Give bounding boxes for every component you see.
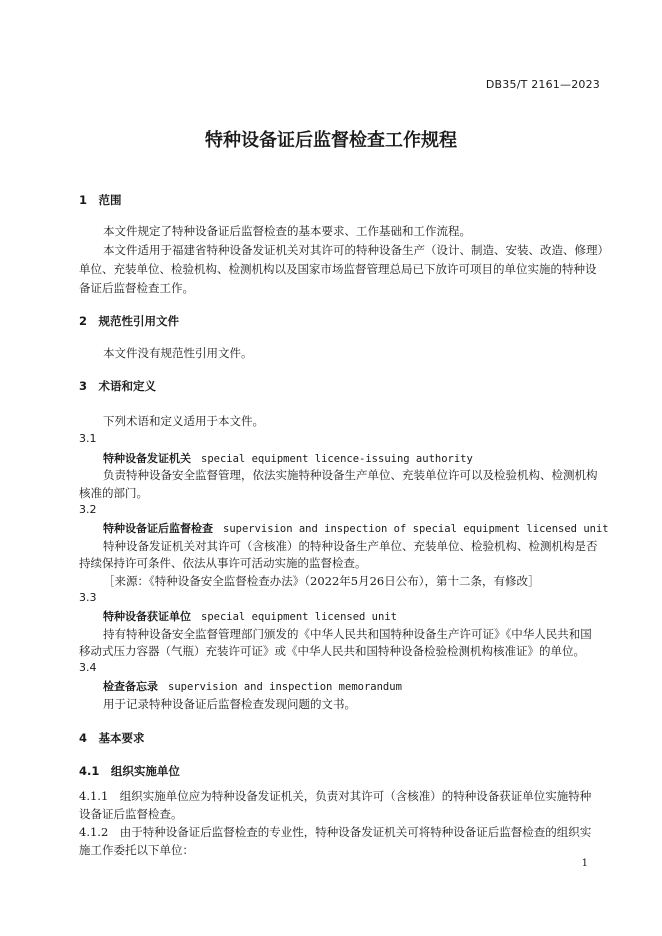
clause-4-1-1-line-2: 设备证后监督检查。 [79, 807, 183, 821]
section-1-paragraph-2-line-3: 备证后监督检查工作。 [79, 281, 194, 295]
term-3-1-definition-line-1: 负责特种设备安全监督管理，依法实施特种设备生产单位、充装单位许可以及检验机构、检测机构 [103, 468, 598, 482]
term-3-4-title [103, 678, 402, 694]
term-3-2-en: supervision and inspection of special equipment licensed unit [223, 523, 609, 535]
standard-number: DB35/T 2161—2023 [485, 78, 600, 91]
term-3-1-title [103, 450, 473, 466]
term-3-1-number: 3.1 [79, 432, 97, 445]
section-2-heading: 2 规范性引用文件 [79, 314, 180, 328]
page-number: 1 [581, 858, 588, 869]
term-3-1-cn: 特种设备发证机关 [103, 452, 191, 465]
term-3-3-en: special equipment licensed unit [201, 611, 397, 623]
term-3-2-title [103, 520, 609, 536]
section-1-paragraph-1: 本文件规定了特种设备证后监督检查的基本要求、工作基础和工作流程。 [103, 224, 471, 238]
section-1-paragraph-2-line-1: 本文件适用于福建省特种设备发证机关对其许可的特种设备生产（设计、制造、安装、改造、修理） [103, 243, 609, 257]
term-3-3-number: 3.3 [79, 591, 97, 604]
clause-4-1-2-line-2: 施工作委托以下单位： [79, 843, 194, 857]
term-3-3-definition-line-1: 持有特种设备安全监督管理部门颁发的《中华人民共和国特种设备生产许可证》《中华人民共和国 [103, 627, 592, 641]
term-3-4-cn: 检查备忘录 [103, 680, 158, 693]
term-3-2-number: 3.2 [79, 503, 97, 516]
term-3-4-en: supervision and inspection memorandum [168, 681, 402, 693]
term-3-2-source: ［来源：《特种设备安全监督检查办法》（2022年5月26日公布），第十二条，有修改］ [103, 574, 540, 588]
section-4-heading: 4 基本要求 [79, 731, 145, 745]
section-3-intro: 下列术语和定义适用于本文件。 [103, 414, 264, 428]
clause-4-1-2-line-1: 4.1.2 由于特种设备证后监督检查的专业性，特种设备发证机关可将特种设备证后监督检查的组织实 [79, 825, 592, 839]
term-3-4-number: 3.4 [79, 661, 97, 674]
subsection-4-1-heading: 4.1 组织实施单位 [79, 764, 180, 778]
section-2-paragraph: 本文件没有规范性引用文件。 [103, 346, 253, 360]
section-1-paragraph-2-line-2: 单位、充装单位、检验机构、检测机构以及国家市场监督管理总局已下放许可项目的单位实施的特种设 [79, 262, 597, 276]
section-1-heading: 1 范围 [79, 193, 122, 207]
section-3-heading: 3 术语和定义 [79, 379, 157, 393]
term-3-2-definition-line-2: 持续保持许可条件、依法从事许可活动实施的监督检查。 [79, 556, 367, 570]
clause-4-1-1-line-1: 4.1.1 组织实施单位应为特种设备发证机关，负责对其许可（含核准）的特种设备获证单位实施特种 [79, 789, 592, 803]
term-3-2-definition-line-1: 特种设备发证机关对其许可（含核准）的特种设备生产单位、充装单位、检验机构、检测机构是否 [103, 539, 598, 553]
term-3-1-definition-line-2: 核准的部门。 [79, 486, 148, 500]
term-3-3-definition-line-2: 移动式压力容器（气瓶）充装许可证》或《中华人民共和国特种设备检验检测机构核准证》的单位。 [79, 644, 585, 658]
term-3-2-cn: 特种设备证后监督检查 [103, 522, 213, 535]
term-3-4-definition: 用于记录特种设备证后监督检查发现问题的文书。 [103, 697, 356, 711]
document-title: 特种设备证后监督检查工作规程 [205, 130, 457, 151]
term-3-1-en: special equipment licence-issuing authority [201, 453, 473, 465]
term-3-3-title [103, 608, 397, 624]
term-3-3-cn: 特种设备获证单位 [103, 610, 191, 623]
